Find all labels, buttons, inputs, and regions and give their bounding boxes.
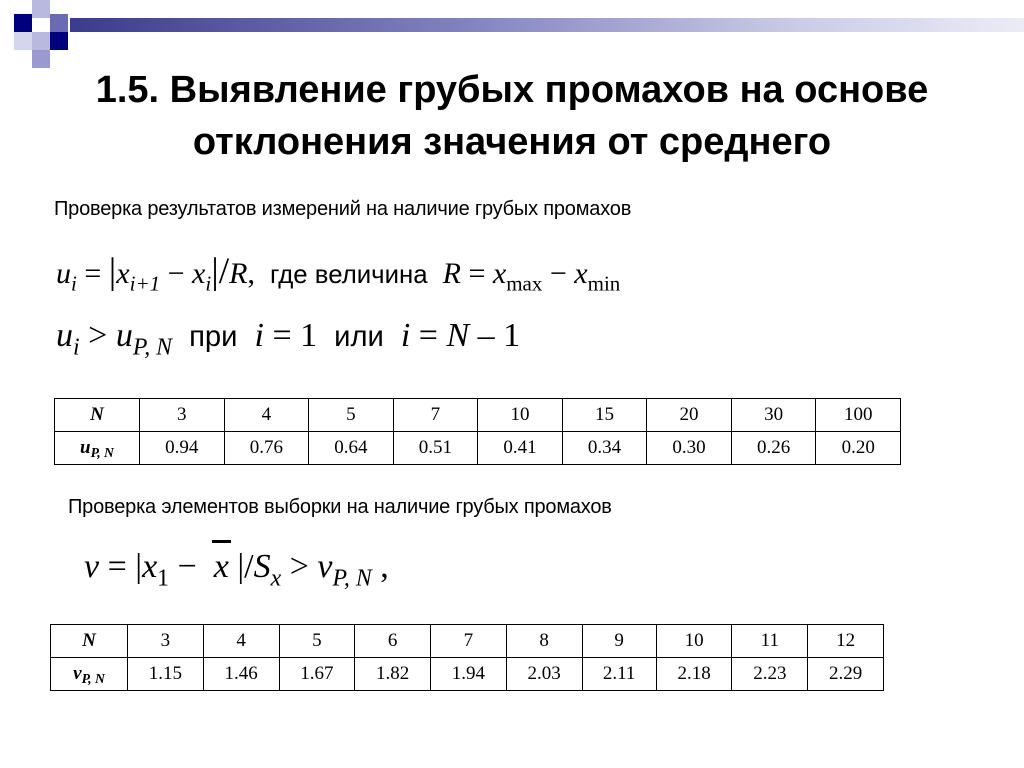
table-cell: 2.03 [506, 658, 582, 691]
table-cell: 100 [816, 399, 901, 432]
slide-title [0, 64, 1024, 168]
table-cell: 9 [582, 625, 656, 658]
table-cell: 10 [656, 625, 732, 658]
table-header-v: $v_{P, N}$ [51, 658, 128, 691]
table-cell: 30 [731, 399, 816, 432]
table-cell: 2.18 [656, 658, 732, 691]
deco-square-light-2 [32, 32, 50, 50]
table-header-n: N [51, 625, 128, 658]
table-cell: 7 [431, 625, 507, 658]
table-cell: 2.29 [808, 658, 884, 691]
table-cell: 3 [140, 399, 225, 432]
table-cell: 4 [203, 625, 279, 658]
table-u-critical [54, 398, 901, 465]
table-cell: 0.34 [562, 432, 647, 465]
title-line-1: 1.5. Выявление грубых промахов на основе [95, 69, 929, 111]
formula-v: $v = |x_1$ − x $|/S_x > v_{P, N}$ , [84, 548, 389, 586]
table-row [55, 399, 901, 432]
table-cell: 10 [478, 399, 563, 432]
table-cell: 0.41 [478, 432, 563, 465]
table-row [51, 625, 884, 658]
deco-square-dark-2 [50, 32, 68, 50]
table-cell: 6 [355, 625, 431, 658]
deco-square-mid [50, 14, 68, 32]
table-cell: 15 [562, 399, 647, 432]
table-cell: 0.94 [140, 432, 225, 465]
table-cell: 1.67 [279, 658, 355, 691]
table-cell: 4 [224, 399, 309, 432]
table-cell: 1.46 [203, 658, 279, 691]
table-header-u: $u_{P, N}$ [55, 432, 140, 465]
deco-square-light [32, 0, 50, 18]
table-cell: 20 [647, 399, 732, 432]
table-cell: 1.15 [128, 658, 204, 691]
table-cell: 3 [128, 625, 204, 658]
deco-square-light-3 [14, 32, 32, 50]
table-cell: 5 [279, 625, 355, 658]
subtitle-sample-check: Проверка элементов выборки на наличие грубых промахов [68, 496, 612, 518]
formula-u-i: $u_i = |x_{i+1} - x_i|/R$, где величина $R = x_{max} - x_{min}$ [56, 251, 621, 296]
subtitle-measurement-check: Проверка результатов измерений на наличие грубых промахов [54, 198, 632, 220]
table-row [51, 658, 884, 691]
table-cell: 0.26 [731, 432, 816, 465]
table-cell: 0.20 [816, 432, 901, 465]
table-cell: 0.30 [647, 432, 732, 465]
table-cell: 1.94 [431, 658, 507, 691]
title-line-2: отклонения значения от среднего [192, 121, 832, 163]
table-cell: 11 [732, 625, 808, 658]
table-cell: 8 [506, 625, 582, 658]
table-row [55, 432, 901, 465]
table-v-critical [50, 624, 884, 691]
table-cell: 2.11 [582, 658, 656, 691]
table-cell: 0.64 [309, 432, 394, 465]
table-cell: 5 [309, 399, 394, 432]
table-cell: 2.23 [732, 658, 808, 691]
deco-square-dark [14, 14, 32, 32]
formula-u-condition: $u_i > u_{P, N}$ при i = 1 или i = N – 1 [56, 317, 521, 361]
table-cell: 0.51 [393, 432, 478, 465]
table-cell: 1.82 [355, 658, 431, 691]
decorative-top-bar [70, 18, 1024, 32]
table-cell: 12 [808, 625, 884, 658]
table-cell: 0.76 [224, 432, 309, 465]
table-header-n: N [55, 399, 140, 432]
table-cell: 7 [393, 399, 478, 432]
x-bar: x [214, 548, 229, 586]
